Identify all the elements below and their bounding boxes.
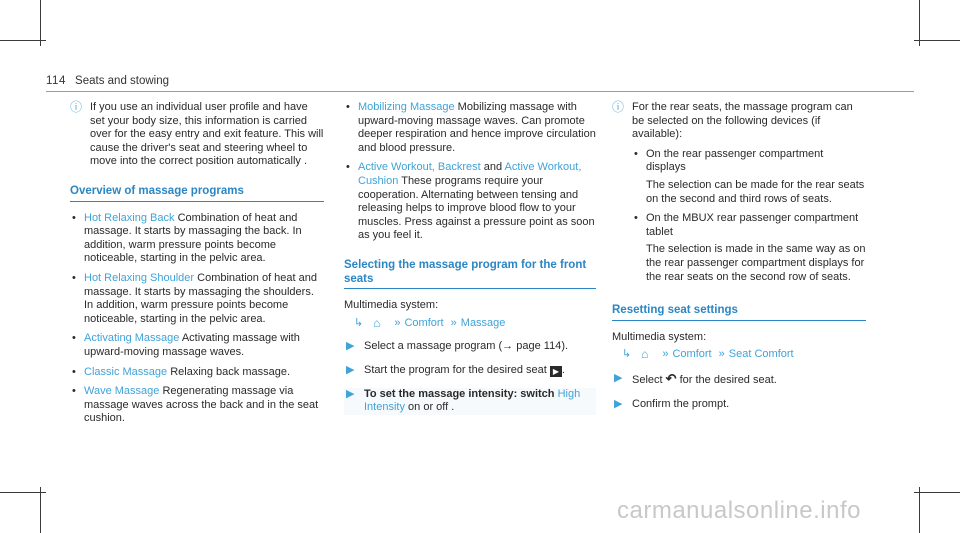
intensity-link[interactable]: High Intensity (364, 387, 581, 414)
path-item[interactable]: Comfort (672, 348, 712, 361)
path-item[interactable]: Massage (460, 316, 506, 329)
instruction-step: ▶ Select ↶ for the desired seat. (614, 370, 777, 386)
program-link[interactable]: Classic Massage (84, 365, 168, 378)
section-title: Overview of massage programs (70, 185, 324, 202)
watermark: carmanualsonline.info (617, 497, 861, 524)
instruction-step: ▶ Start the program for the desired seat ▶ . (346, 363, 565, 376)
play-icon[interactable]: ▶ (550, 366, 562, 377)
massage-program-list-cont (344, 101, 596, 243)
column-3 (612, 101, 866, 411)
crop-mark (914, 492, 960, 493)
info-note (612, 101, 866, 142)
page-number: 114 (46, 75, 66, 87)
list-item: • Wave Massage Regenerating massage via massage waves across the back and in the seat cushion. (70, 385, 324, 426)
program-link[interactable]: Wave Massage (84, 385, 160, 398)
header-divider (46, 91, 914, 92)
info-icon: ⓘ (612, 100, 625, 114)
section-title: Resetting seat settings (612, 304, 866, 321)
chevron-icon: » (718, 348, 725, 361)
instruction-step: ▶ Confirm the prompt. (614, 397, 730, 410)
home-icon[interactable]: ⌂ (641, 347, 649, 362)
home-icon[interactable]: ⌂ (373, 315, 381, 330)
list-item: • Hot Relaxing Shoulder Combination of heat and massage. It starts by massaging the shoulders. In addition, warm pressure points become noticeable, starting in the pelvic area. (70, 272, 324, 326)
menu-path (612, 348, 866, 362)
chevron-icon: » (394, 316, 401, 329)
crop-mark (40, 487, 41, 533)
device-list (612, 148, 866, 284)
info-note (70, 101, 324, 169)
list-item: • Active Workout, Backrest and Active Workout, Cushion These programs require your cooperation. Alternating between tensing and releasing helps to improve blood flow to your muscles. Press against a pressure point as soon as you feel it. (344, 161, 596, 243)
chevron-icon: » (450, 316, 457, 329)
program-link[interactable]: Hot Relaxing Back (84, 211, 175, 224)
note-text: For the rear seats, the massage program can be selected on the following devices (if available): (632, 101, 853, 141)
list-item: • Mobilizing Massage Mobilizing massage with upward-moving massage waves. Can promote deeper respiration and hence improve circulation and blood pressure. (344, 101, 596, 155)
list-item: • Hot Relaxing Back Combination of heat and massage. It starts by massaging the back. In addition, warm pressure points become noticeable, starting in the pelvic area. (70, 212, 324, 266)
menu-path (344, 317, 596, 331)
path-arrow-icon: ↳ (354, 316, 364, 329)
system-label: Multimedia system: (612, 330, 707, 343)
header-title: Seats and stowing (75, 75, 170, 87)
column-2 (344, 101, 596, 415)
note-text: If you use an individual user profile and have set your body size, this information is carried over for the easy entry and exit feature. This will cause the driver's seat and steering wheel to move into the correct position automatically . (90, 101, 324, 168)
path-item[interactable]: Comfort (404, 316, 444, 329)
step-arrow-icon: ▶ (346, 340, 355, 353)
step-arrow-icon: ▶ (346, 387, 355, 400)
path-item[interactable]: Seat Comfort (728, 348, 794, 361)
program-link[interactable]: Active Workout, Cushion (358, 161, 582, 187)
step-arrow-icon: ▶ (614, 371, 623, 384)
system-label: Multimedia system: (344, 299, 439, 312)
page-ref-arrow-icon: → (502, 340, 514, 353)
back-arrow-icon[interactable]: ↶ (665, 370, 677, 386)
list-item: • Classic Massage Relaxing back massage. (70, 366, 324, 380)
list-item: • Activating Massage Activating massage with upward-moving massage waves. (70, 332, 324, 359)
crop-mark (0, 492, 46, 493)
instruction-step: ▶ Select a massage program (→ page 114). (346, 340, 569, 353)
info-icon: ⓘ (70, 100, 83, 114)
step-arrow-icon: ▶ (614, 397, 623, 410)
massage-program-list (70, 212, 324, 426)
program-link[interactable]: Active Workout, Backrest (358, 161, 481, 174)
instruction-step: ▶ To set the massage intensity: switch High Intensity on or off . (344, 388, 596, 415)
crop-mark (919, 487, 920, 533)
chevron-icon: » (662, 348, 669, 361)
list-item: • On the rear passenger compartment displays The selection can be made for the rear seats on the second and third rows of seats. (632, 148, 866, 206)
step-arrow-icon: ▶ (346, 363, 355, 376)
section-title: Selecting the massage program for the front seats (344, 259, 596, 289)
list-item: • On the MBUX rear passenger compartment tablet The selection is made in the same way as on the rear passenger compartment displays for the rear seats on the second row of seats. (632, 212, 866, 284)
program-link[interactable]: Activating Massage (84, 332, 180, 345)
path-arrow-icon: ↳ (622, 348, 632, 361)
page-header (46, 75, 169, 87)
crop-mark (914, 40, 960, 41)
column-1 (70, 101, 324, 432)
program-link[interactable]: Mobilizing Massage (358, 101, 455, 113)
crop-mark (0, 40, 46, 41)
page-ref[interactable]: page 114 (516, 340, 562, 353)
program-link[interactable]: Hot Relaxing Shoulder (84, 271, 195, 284)
